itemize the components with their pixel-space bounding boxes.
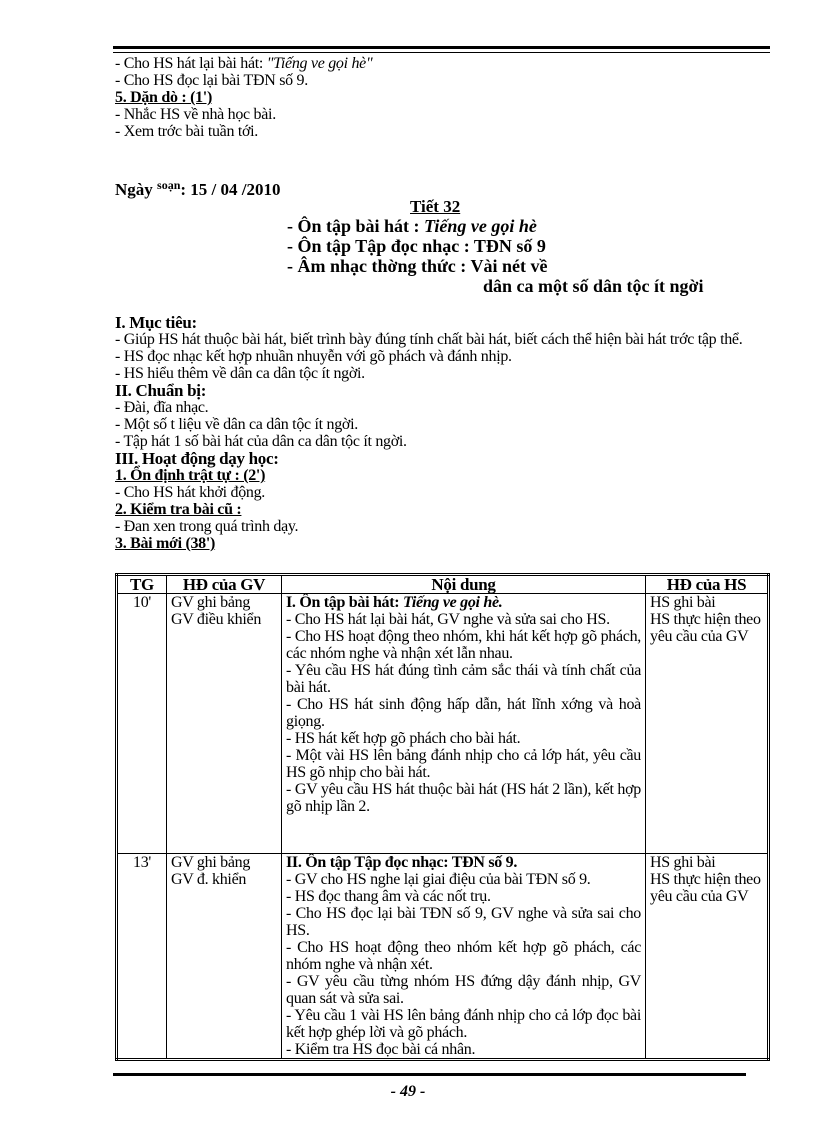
- text-line: - GV yêu cầu HS hát thuộc bài hát (HS hát 2 lần), kết hợp gõ nhịp lần 2.: [286, 781, 641, 815]
- table-cell: [282, 854, 646, 1060]
- text-line: - HS hiểu thêm về dân ca dân tộc ít ngời.: [115, 365, 365, 382]
- text-line: - Nhắc HS về nhà học bài.: [115, 106, 276, 123]
- text-line: [286, 594, 641, 611]
- table-header-cell: HĐ của HS: [646, 575, 769, 594]
- text-line: - Cho HS hát lại bài hát, GV nghe và sửa sai cho HS.: [286, 611, 610, 628]
- text-line: [115, 55, 770, 72]
- date-line: [115, 177, 280, 198]
- text-line: HS ghi bài: [650, 854, 716, 871]
- text-line: - Cho HS hát khởi động.: [115, 484, 266, 501]
- text-line: - Một vài HS lên bảng đánh nhịp cho cả lớp hát, yêu cầu HS gõ nhịp cho bài hát.: [286, 747, 641, 781]
- text-line: GV ghi bảng: [171, 854, 251, 871]
- text-line: - Âm nhạc thờng thức : Vài nét về: [287, 256, 548, 276]
- table-header-cell: HĐ của GV: [167, 575, 282, 594]
- text-line: - HS đọc thang âm và các nốt trụ.: [286, 888, 491, 905]
- text-line: soạn: [157, 178, 181, 192]
- text-line: Ngày: [115, 180, 153, 199]
- text-line: - Cho HS hát sinh động hấp dẫn, hát lĩnh xớng và hoà giọng.: [286, 696, 641, 730]
- section-heading: I. Mục tiêu:: [115, 313, 197, 332]
- text-line: Tiếng ve gọi hè: [424, 216, 537, 236]
- page-number: - 49 -: [390, 1083, 426, 1100]
- text-line: - Đan xen trong quá trình dạy.: [115, 518, 299, 535]
- text-line: dân ca một số dân tộc ít ngời: [483, 276, 704, 296]
- text-line: - Một số t liệu về dân ca dân tộc ít ngời.: [115, 416, 358, 433]
- text-line: - Tập hát 1 số bài hát của dân ca dân tộc ít ngời.: [115, 433, 407, 450]
- text-line: - Yêu cầu HS hát đúng tình cảm sắc thái và tính chất của bài hát.: [286, 662, 641, 696]
- lesson-body: [115, 314, 770, 552]
- subsection-heading: 3. Bài mới (38'): [115, 535, 216, 552]
- footer-rule: [113, 1073, 746, 1076]
- table-cell: [167, 594, 282, 854]
- text-line: - GV yêu cầu từng nhóm HS đứng dậy đánh nhịp, GV quan sát và sửa sai.: [286, 973, 641, 1007]
- table-cell: [167, 854, 282, 1060]
- text-line: GV điều khiển: [171, 611, 262, 628]
- section-heading: II. Chuẩn bị:: [115, 381, 207, 400]
- text-line: - Ôn tập Tập đọc nhạc : TĐN số 9: [287, 236, 546, 256]
- text-line: - HS hát kết hợp gõ phách cho bài hát.: [286, 730, 521, 747]
- text-line: GV đ. khiển: [171, 871, 247, 888]
- table-row: [117, 854, 769, 1060]
- table-row: [117, 594, 769, 854]
- text-line: - Cho HS đọc lại bài TĐN số 9, GV nghe và sửa sai cho HS.: [286, 905, 641, 939]
- table-cell: [282, 594, 646, 854]
- section-heading: 5. Dặn dò : (1'): [115, 89, 212, 106]
- table-cell: [646, 854, 769, 1060]
- table-header-cell: Nội dung: [282, 575, 646, 594]
- text-line: - Cho HS hoạt động theo nhóm, khi hát kết hợp gõ phách, các nhóm nghe và nhận xét lẫn nhau.: [286, 628, 641, 662]
- text-line: [287, 216, 703, 236]
- text-line: - HS đọc nhạc kết hợp nhuần nhuyễn với gõ phách và đánh nhịp.: [115, 348, 512, 365]
- header-rule: [113, 46, 770, 49]
- text-line: I. Ôn tập bài hát:: [286, 594, 403, 611]
- text-line: [117, 575, 769, 1060]
- text-line: Tiếng ve gọi hè.: [403, 594, 503, 611]
- text-line: - Ôn tập bài hát :: [287, 216, 425, 236]
- text-line: II. Ôn tập Tập đọc nhạc: TĐN số 9.: [286, 854, 518, 871]
- table-cell: [646, 594, 769, 854]
- section-heading: III. Hoạt động dạy học:: [115, 449, 279, 468]
- text-line: : 15 / 04 /2010: [180, 180, 281, 199]
- lesson-number: Tiết 32: [410, 197, 461, 216]
- text-line: - Kiểm tra HS đọc bài cá nhân.: [286, 1041, 476, 1058]
- text-line: HS thực hiện theo yêu cầu của GV: [650, 871, 761, 905]
- table-header-cell: TG: [117, 575, 167, 594]
- text-line: - Giúp HS hát thuộc bài hát, biết trình bày đúng tính chất bài hát, biết cách thể hiện bài hát trớc tập thể.: [115, 331, 743, 348]
- subsection-heading: 2. Kiểm tra bài cũ :: [115, 501, 242, 518]
- text-line: HS ghi bài: [650, 594, 716, 611]
- activity-table: [115, 573, 770, 1061]
- table-cell: 10': [117, 594, 167, 854]
- text-line: - Yêu cầu 1 vài HS lên bảng đánh nhịp cho cả lớp đọc bài kết hợp ghép lời và gõ phách.: [286, 1007, 641, 1041]
- table-cell: 13': [117, 854, 167, 1060]
- text-line: - Xem trớc bài tuần tới.: [115, 123, 259, 140]
- text-line: - Cho HS hát lại bài hát:: [115, 55, 267, 72]
- text-line: - GV cho HS nghe lại giai điệu của bài TĐN số 9.: [286, 871, 591, 888]
- table-header-row: [117, 575, 769, 594]
- text-line: - Cho HS đọc lại bài TĐN số 9.: [115, 72, 308, 89]
- lesson-titles: [287, 216, 703, 296]
- text-line: GV ghi bảng: [171, 594, 251, 611]
- text-line: - Cho HS hoạt động theo nhóm kết hợp gõ phách, các nhóm nghe và nhận xét.: [286, 939, 641, 973]
- text-line: HS thực hiện theo yêu cầu của GV: [650, 611, 761, 645]
- song-title: "Tiếng ve gọi hè": [266, 55, 373, 72]
- text-line: - Đài, đĩa nhạc.: [115, 399, 209, 416]
- subsection-heading: 1. Ổn định trật tự : (2'): [115, 467, 266, 484]
- previous-lesson-tail: [115, 55, 770, 140]
- header-rule-thin: [113, 52, 770, 53]
